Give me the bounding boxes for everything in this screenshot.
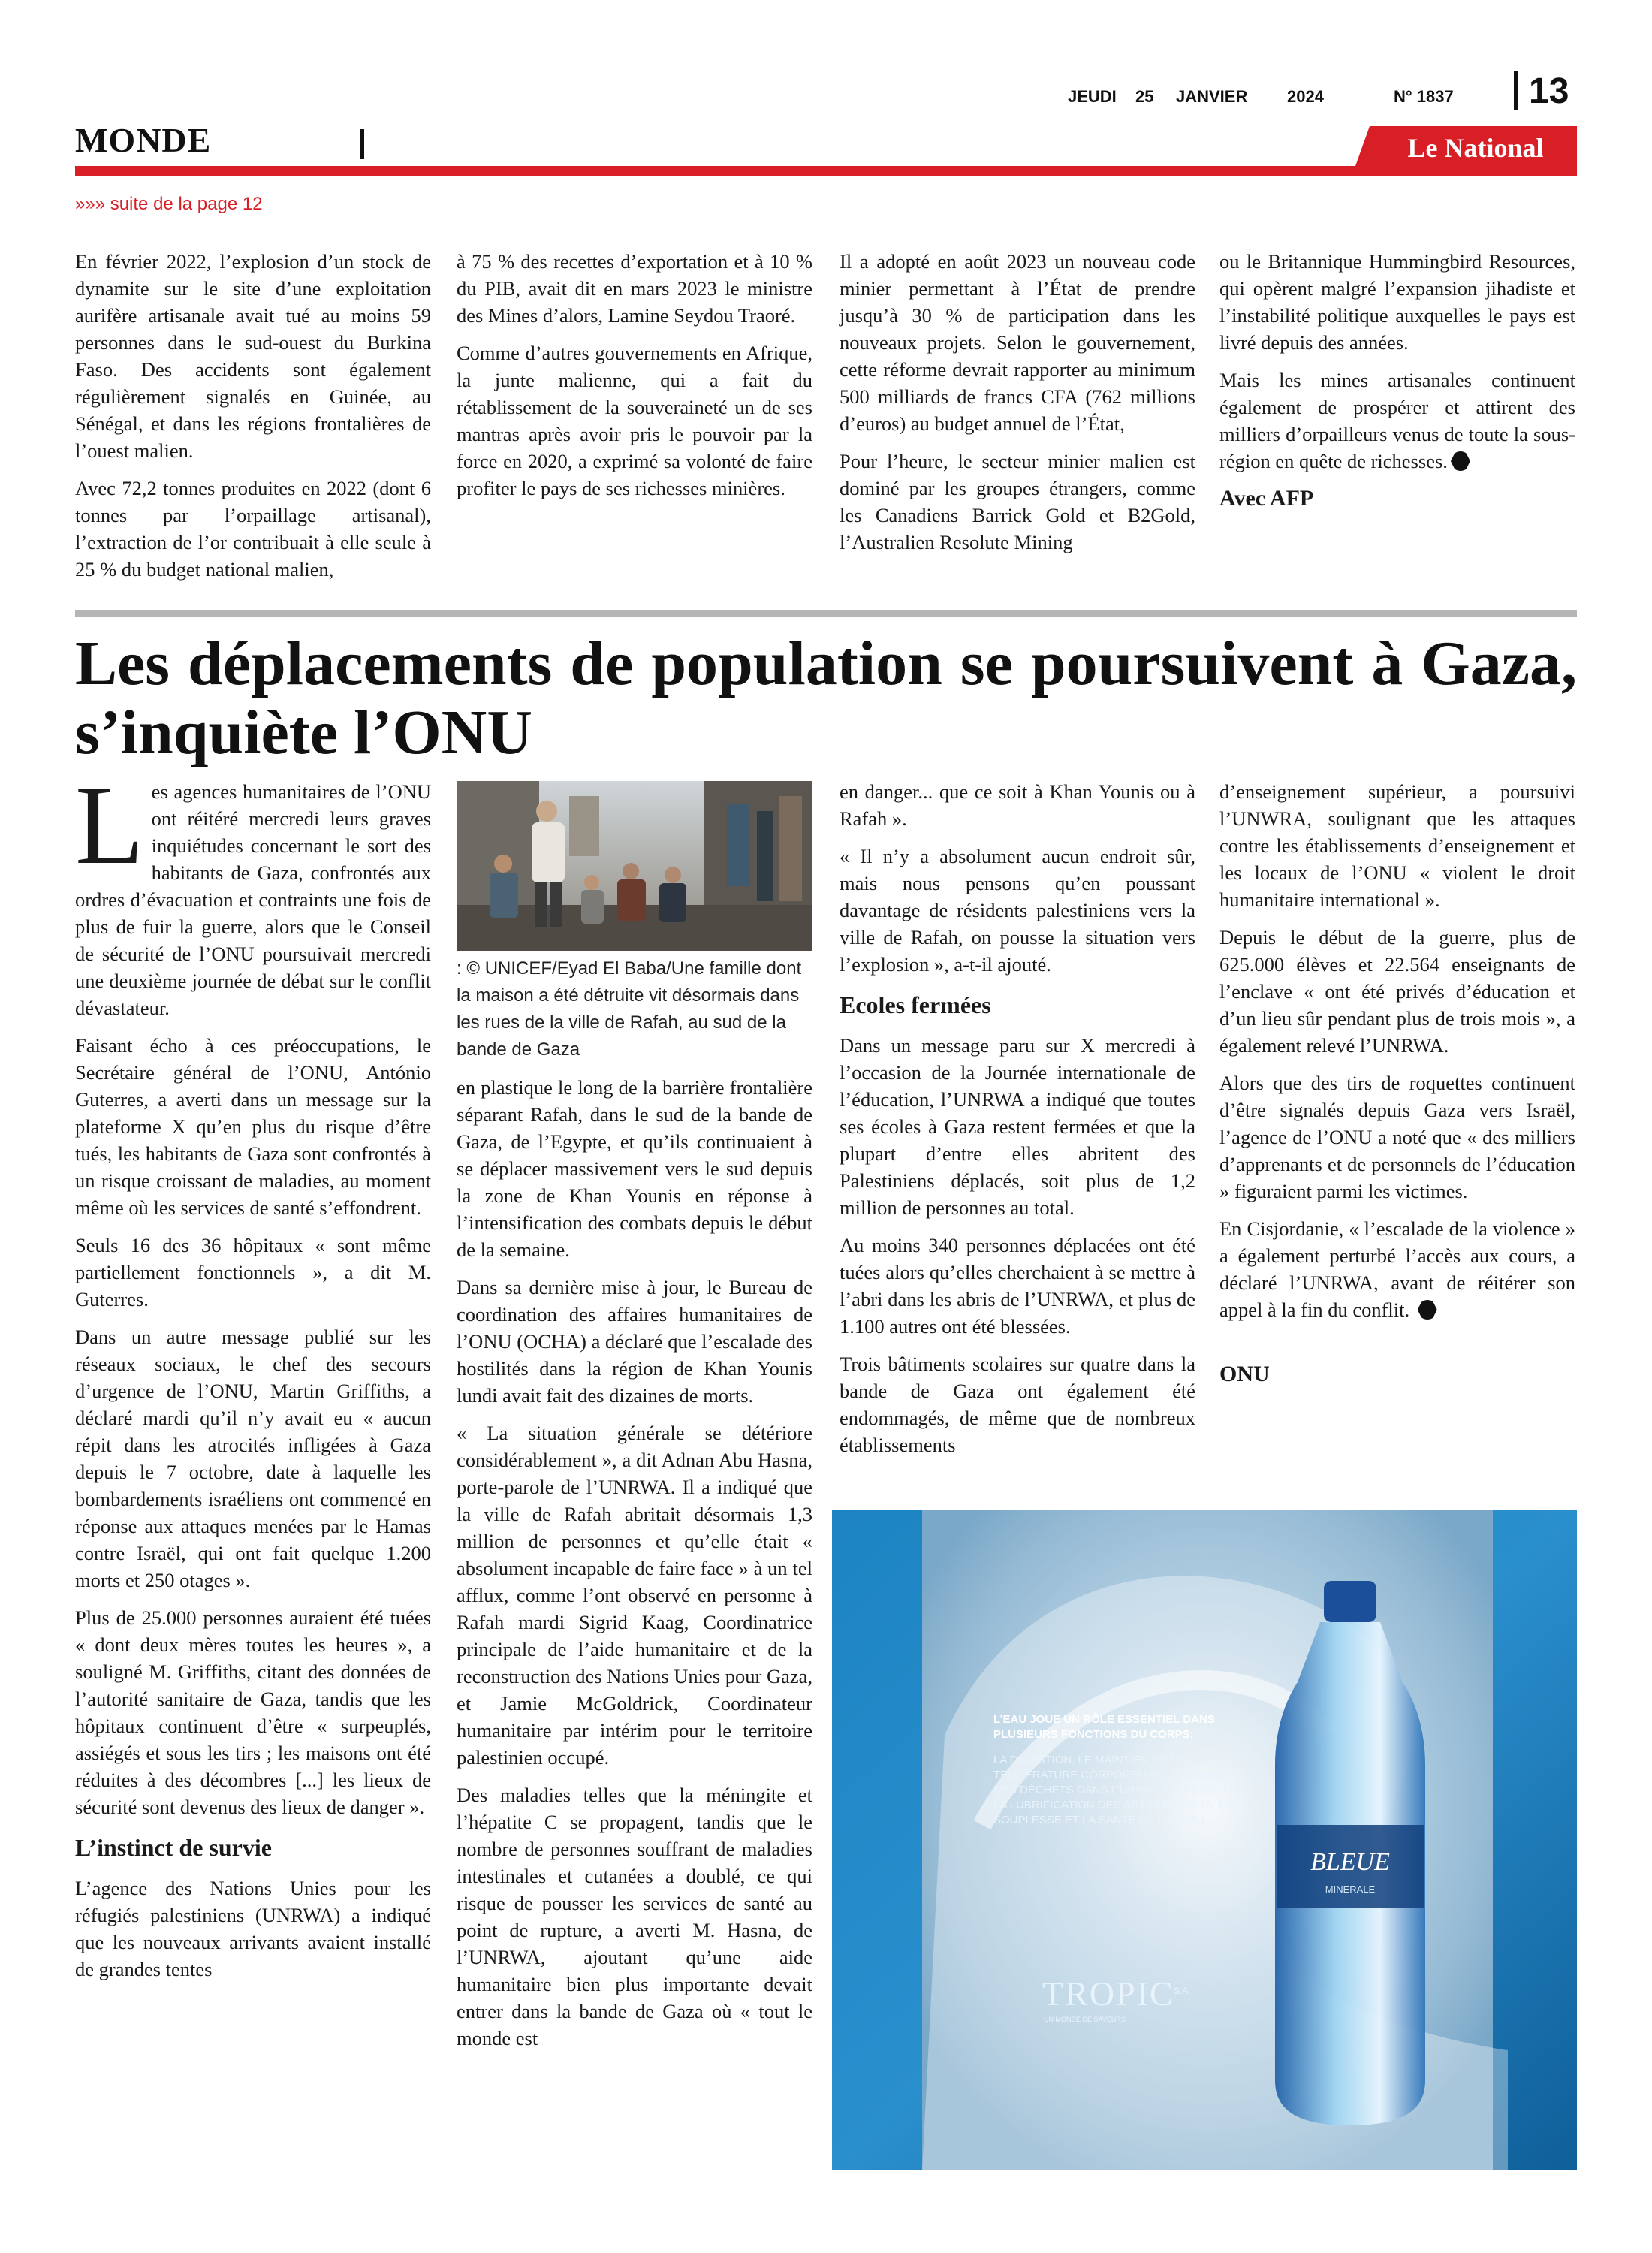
lead-paragraph: Les agences humanitaires de l’ONU ont réitéré mercredi leurs graves inquiétudes concernant le sort des habitants de Gaza, confrontés aux ordres d’évacuation et contraints une fois de plus de fuir la guerre, alors que le Conseil de sécurité de l’ONU poursuivait mercredi une deuxième journée de débat sur le conflit dévastateur. <box>75 763 431 1019</box>
paragraph: Avec 72,2 tonnes produites en 2022 (dont 6 tonnes par l’orpaillage artisanal), l’extraction de l’or contribuait à elle seule à 25 % du budget national malien, <box>75 477 431 581</box>
ad-body: LA DIGESTION, LE MAINTIEN DE LA TEMPÉRATURE CORPORELLE, L’ÉLIMINATION DES DÉCHETS DANS L’URINE OU LES SELLES, LA LUBRIFICATION DES ARTICULATIONS, LA SOUPLESSE ET LA SANTÉ DE LA PEAU. <box>993 1754 1248 1826</box>
tropic-water-advertisement[interactable] <box>832 1510 1577 2170</box>
article-col-3 <box>840 778 1195 1469</box>
ad-headline: L’EAU JOUE UN RÔLE ESSENTIEL DANS PLUSIEURS FONCTIONS DU CORPS: <box>993 1713 1215 1741</box>
subheading-survival: L’instinct de survie <box>75 1834 272 1861</box>
article-signature: ONU <box>1219 1362 1270 1386</box>
paragraph: L’agence des Nations Unies pour les réfugiés palestiniens (UNRWA) a indiqué que les nouveaux arrivants avaient installé de grandes tentes <box>75 1877 431 1980</box>
paragraph: Mais les mines artisanales continuent également de prospérer et attirent des milliers d’orpailleurs venus de toute la sous-région en quête de richesses. <box>1219 369 1575 472</box>
ad-product-name: BLEUE <box>1310 1848 1390 1876</box>
news-photo <box>457 781 812 951</box>
paragraph: à 75 % des recettes d’exportation et à 10 % du PIB, avait dit en mars 2023 le ministre des Mines d’alors, Lamine Seydou Traoré. <box>457 250 812 327</box>
paragraph: Trois bâtiments scolaires sur quatre dans la bande de Gaza ont également été endommagés, de même que de nombreux établissements <box>840 1353 1195 1456</box>
paragraph: Depuis le début de la guerre, plus de 625.000 élèves et 22.564 enseignants de l’enclave « ont été privés d’éducation et d’un lieu sûr pendant plus de trois mois », a également relevé l’UNRWA. <box>1219 926 1575 1057</box>
family-street-photo <box>457 781 812 951</box>
paragraph: « Il n’y a absolument aucun endroit sûr, mais nous pensons qu’en poussant davantage de résidents palestiniens vers la ville de Rafah, on pousse la situation vers l’explosion », a-t-il ajouté. <box>840 845 1195 976</box>
paragraph: d’enseignement supérieur, a poursuivi l’UNWRA, soulignant que les attaques contre les établissements d’enseignement et les locaux de l’ONU « violent le droit humanitaire international ». <box>1219 780 1575 911</box>
issue-number: N° 1837 <box>1394 87 1454 106</box>
header-day: JEUDI <box>1068 87 1117 106</box>
prev-article-col-1 <box>75 248 431 593</box>
section-divider <box>360 129 364 159</box>
article-col-2 <box>457 1074 812 2062</box>
paragraph: Alors que des tirs de roquettes continuent d’être signalés depuis Gaza vers Israël, l’agence de l’ONU a noté que « des milliers d’apprenants et de personnels de l’éducation » figuraient parmi les victimes. <box>1219 1072 1575 1202</box>
page-number: 13 <box>1529 71 1569 111</box>
paragraph: Des maladies telles que la méningite et l’hépatite C se propagent, tandis que le nombre de personnes souffrant de maladies intestinales et cutanées a doublé, ce qui risque de pousser les services de santé au point de rupture, a averti M. Hasna, de l’UNRWA, ajoutant qu’une aide humanitaire bien plus importante devait entrer dans la bande de Gaza où « tout le monde est <box>457 1784 812 2049</box>
drop-cap: L <box>75 763 144 888</box>
photo-caption: : © UNICEF/Eyad El Baba/Une famille dont la maison a été détruite vit désormais dans les rues de la ville de Rafah, au sud de la bande de Gaza <box>457 958 802 1060</box>
subheading-schools: Ecoles fermées <box>840 991 991 1018</box>
paragraph: Dans un autre message publié sur les réseaux sociaux, le chef des secours d’urgence de l’ONU, Martin Griffiths, a déclaré mardi qu’il n’y avait eu « aucun répit dans les atrocités infligées à Gaza depuis le 7 octobre, date à laquelle les bombardements israéliens ont commencé en réponse aux attaques menées par le Hamas contre Israël, qui ont fait quelque 1.200 morts et 250 otages ». <box>75 1326 431 1591</box>
ad-brand-suffix: S.A <box>1174 1986 1189 1996</box>
ad-brand-logo: TROPIC <box>1042 1974 1174 2013</box>
paragraph: Plus de 25.000 personnes auraient été tuées « dont deux mères toutes les heures », a souligné M. Griffiths, citant des données de l’autorité sanitaire de Gaza, tandis que les hôpitaux continuent d’être « surpeuplés, assiégés et sous les tirs ; les maisons ont été réduites à des décombres [...] les lieux de sécurité sont devenus des lieux de danger ». <box>75 1606 431 1818</box>
article-col-4 <box>1219 778 1575 1388</box>
paragraph: Dans sa dernière mise à jour, le Bureau de coordination des affaires humanitaires de l’ONU (OCHA) a déclaré que l’escalade des hostilités dans la région de Khan Younis lundi avait fait des dizaines de morts. <box>457 1276 812 1407</box>
continued-from-link[interactable]: »»» suite de la page 12 <box>75 194 263 214</box>
end-mark-icon <box>1451 451 1470 471</box>
paragraph: Il a adopté en août 2023 un nouveau code minier permettant à l’État de prendre jusqu’à 30 % de participation dans les nouveaux projets. Selon le gouvernement, cette réforme devrait rapporter au minimum 500 milliards de francs CFA (762 millions d’euros) au budget annuel de l’État, <box>840 250 1195 435</box>
paragraph: En Cisjordanie, « l’escalade de la violence » a également perturbé l’accès aux cours, a déclaré l’UNRWA, avant de réitérer son appel à la fin du conflit. <box>1219 1217 1575 1321</box>
prev-article-col-4 <box>1219 248 1575 512</box>
paragraph: En février 2022, l’explosion d’un stock de dynamite sur le site d’une exploitation aurifère artisanale avait tué au moins 59 personnes dans le sud-ouest du Burkina Faso. Des accidents sont également régulièrement signalés en Guinée, au Sénégal, et dans les régions frontalières de l’ouest malien. <box>75 250 431 462</box>
paragraph: Faisant écho à ces préoccupations, le Secrétaire général de l’ONU, António Guterres, a averti dans un message sur la plateforme X qu’en plus du risque d’être tués, les habitants de Gaza sont confrontés à un risque croissant de maladies, au moment même où les services de santé s’effondrent. <box>75 1034 431 1219</box>
ad-product-sub: MINERALE <box>1325 1884 1376 1895</box>
newspaper-brand: Le National <box>1407 133 1544 163</box>
page-number-divider <box>1514 71 1518 110</box>
paragraph: en danger... que ce soit à Khan Younis ou à Rafah ». <box>840 780 1195 830</box>
header-year: 2024 <box>1287 87 1324 106</box>
article-separator <box>75 610 1577 617</box>
paragraph: Comme d’autres gouvernements en Afrique, la junte malienne, qui a fait du rétablissement de la souveraineté un de ses mantras après avoir pris le pouvoir par la force en 2020, a exprimé sa volonté de faire profiter le pays de ses richesses minières. <box>457 342 812 499</box>
section-rule <box>75 166 1577 176</box>
paragraph: ou le Britannique Hummingbird Resources, qui opèrent malgré l’expansion jihadiste et l’instabilité politique auxquelles le pays est livré depuis des années. <box>1219 250 1575 354</box>
paragraph: « La situation générale se détériore considérablement », a dit Adnan Abu Hasna, porte-parole de l’UNRWA. Il a indiqué que la ville de Rafah abritait désormais 1,3 million de personnes et qu’elle était « absolument incapable de faire face » à un tel afflux, comme l’ont observé en personne à Rafah mardi Sigrid Kaag, Coordinatrice principale de l’aide humanitaire et de la reconstruction des Nations Unies pour Gaza, et Jamie McGoldrick, Coordinateur humanitaire par intérim pour le territoire palestinien occupé. <box>457 1422 812 1769</box>
end-mark-icon <box>1418 1300 1437 1320</box>
article-col-1 <box>75 763 431 1993</box>
article-headline: Les déplacements de population se poursuivent à Gaza, s’inquiète l’ONU <box>75 629 1577 768</box>
prev-article-col-3 <box>840 248 1195 566</box>
prev-article-col-2 <box>457 248 812 512</box>
paragraph: Pour l’heure, le secteur minier malien est dominé par les groupes étrangers, comme les Canadiens Barrick Gold et B2Gold, l’Australien Resolute Mining <box>840 450 1195 553</box>
paragraph: Au moins 340 personnes déplacées ont été tuées alors qu’elles cherchaient à se mettre à l’abri dans les abris de l’UNRWA, et plus de 1.100 autres ont été blessées. <box>840 1234 1195 1338</box>
header-date: 25 <box>1135 87 1154 106</box>
paragraph: Seuls 16 des 36 hôpitaux « sont même partiellement fonctionnels », a dit M. Guterres. <box>75 1234 431 1310</box>
paragraph: en plastique le long de la barrière frontalière séparant Rafah, dans le sud de la bande de Gaza, de l’Egypte, et qu’ils continuaient à se déplacer massivement vers le sud depuis la zone de Khan Younis en réponse à l’intensification des combats depuis le début de la semaine. <box>457 1076 812 1261</box>
section-title: MONDE <box>75 121 212 159</box>
prev-article-signature: Avec AFP <box>1219 486 1314 511</box>
advertisement-artwork <box>832 1510 1577 2170</box>
bottle-cap-icon <box>1324 1581 1376 1622</box>
paragraph: Dans un message paru sur X mercredi à l’occasion de la Journée internationale de l’éducation, l’UNRWA a indiqué que toutes ses écoles à Gaza restent fermées et que la plupart d’entre elles abritent des Palestiniens déplacés, soit plus de 1,2 million de personnes au total. <box>840 1034 1195 1219</box>
header-month: JANVIER <box>1176 87 1248 106</box>
ad-tagline: UN MONDE DE SAVEURS <box>1044 2016 1126 2023</box>
